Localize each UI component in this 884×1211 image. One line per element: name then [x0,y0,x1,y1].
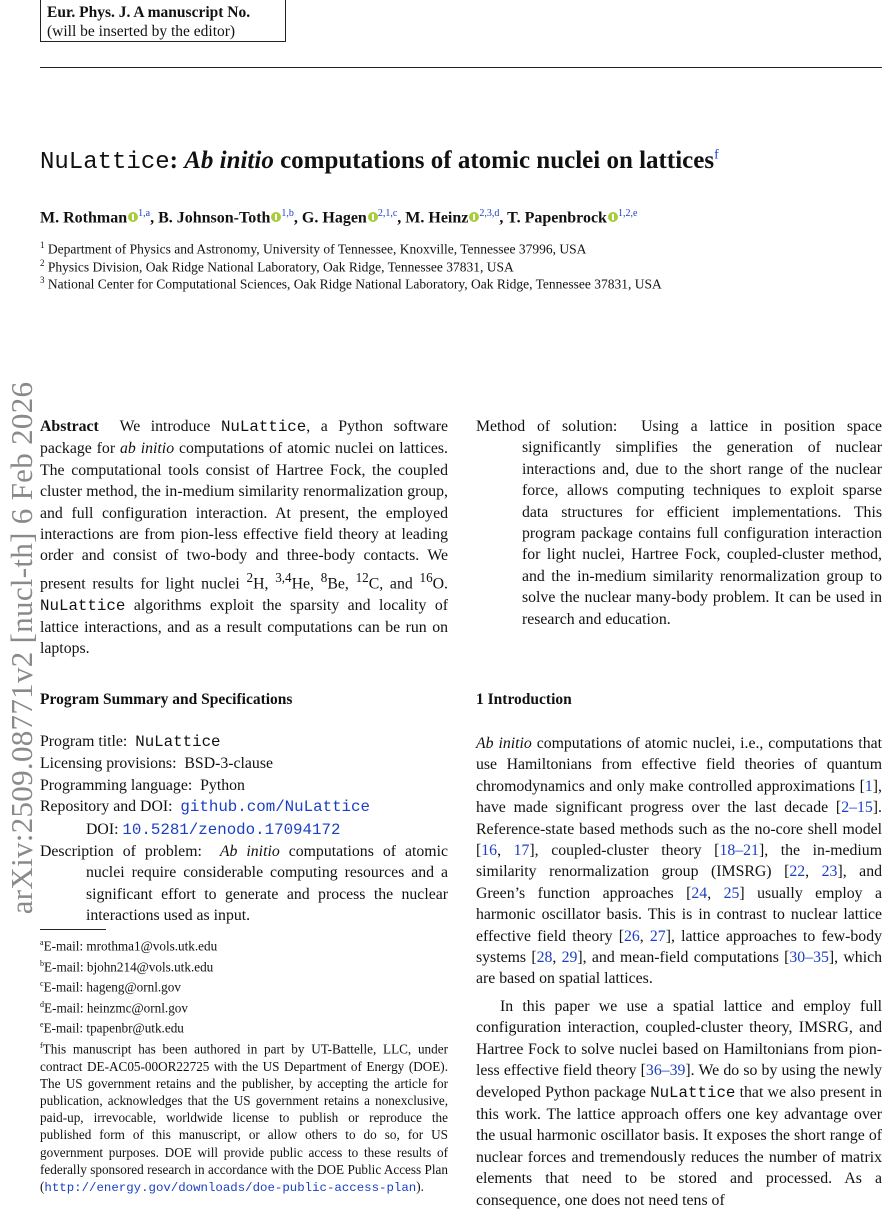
title-rest: computations of atomic nuclei on lattices [280,147,715,174]
affiliation [40,240,880,258]
title-colon: : [169,147,178,174]
author-name: G. Hagen [301,209,367,227]
abstract-text: We introduce [119,418,221,435]
affiliation-number: 1 [40,240,45,250]
spec-language: Programming language: Python [40,776,245,794]
spec-doi: DOI: 10.5281/zenodo.17094172 [86,820,341,839]
spec-description: Description of problem: Ab initio computations of atomic nuclei require considerable computing resources and a significant effort to generate and process the nuclear interactions used as input. [40,843,448,925]
intro-paragraph: Ab initio computations of atomic nuclei, i.e., computations that use Hamiltonians from effective field theories of quantum chromodynamics and only make controlled approximations [1], have made significant progress over the last decade [2–15]. Reference-state based methods such as the no-core shell model [16, 17], coupled-cluster theory [18–21], the in-medium similarity renormalization group (IMSRG) [22, 23], and Green’s function approaches [24, 25] usually employ a harmonic oscillator basis. This is in contrast to nuclear lattice effective field theory [26, 27], lattice approaches to few-body systems [28, 29], and mean-field computations [30–35], which are based on spatial lattices. [476,735,882,988]
method-of-solution [476,416,882,630]
author-marks[interactable]: 1,2,e [617,208,638,219]
affiliation [40,275,880,293]
abstract [40,416,448,660]
footnotes [40,934,448,1197]
citation-link[interactable]: 2–15 [841,799,873,817]
citation-link[interactable]: 29 [561,949,578,967]
affiliation-text: Department of Physics and Astronomy, University of Tennessee, Knoxville, Tennessee 37996, USA [47,241,587,257]
citation-link[interactable]: 27 [649,927,666,945]
nucleus-symbol: Be, [327,575,356,593]
nucleus-symbol: O. [432,575,448,593]
citation-link[interactable]: 18–21 [719,842,759,860]
footnote-email: $^c$E-mail: hageng@ornl.gov [40,979,181,995]
program-summary-heading: Program Summary and Specifications [40,691,293,708]
program-summary [40,731,448,927]
header-rule [40,67,882,68]
affiliation-number: 2 [40,258,45,268]
nucleus-mass: 3,4 [275,569,292,585]
nucleus-symbol: C, and [368,575,420,593]
abstract-text: computations of atomic nuclei on lattices. The computational tools consist of Hartree Fock, the coupled cluster method, the in-medium similarity renormalization group, and full configuration interaction. At present, the employed interactions are from pion-less effective field theory at leading order and consist of two-body and three-body contacts. We present results for light nuclei [40,440,448,593]
citation-link[interactable]: 30–35 [789,949,829,967]
abstract-italic: ab initio [120,440,175,458]
nucleus-mass: 2 [246,569,254,585]
nucleus-symbol: He, [291,575,321,593]
orcid-icon[interactable] [469,212,479,222]
affiliation-number: 3 [40,275,45,285]
spec-repository: Repository and DOI: github.com/NuLattice [40,798,370,817]
nucleus-mass: 8 [320,569,328,585]
repository-link[interactable]: github.com/NuLattice [180,798,370,817]
citation-link[interactable]: 26 [624,927,640,945]
citation-link[interactable]: 1 [864,777,873,795]
citation-link[interactable]: 28 [536,949,553,967]
nucleus-mass: 16 [419,569,433,585]
doe-access-plan-link[interactable]: http://energy.gov/downloads/doe-public-access-plan [44,1180,417,1195]
citation-link[interactable]: 24 [691,884,708,902]
affiliation-text: Physics Division, Oak Ridge National Laboratory, Oak Ridge, Tennessee 37831, USA [47,259,514,275]
journal-line: Eur. Phys. J. A manuscript No. [47,4,251,21]
author-name: M. Heinz [405,209,469,227]
author-marks[interactable]: 2,3,d [479,208,500,219]
author-marks[interactable]: 2,1,c [377,208,398,219]
citation-link[interactable]: 23 [821,863,838,881]
orcid-icon[interactable] [368,212,378,222]
introduction-body [476,733,882,1211]
intro-paragraph: In this paper we use a spatial lattice and employ full configuration interaction, coupled-cluster theory, IMSRG, and Hartree Fock to solve nuclei based on Hamiltonians from pion-less effective field theory [36–39]. We do so by using the newly developed Python package NuLattice that we also present in this work. The lattice approach offers one key advantage over the usual harmonic oscillator basis. It exposes the short range of nuclear forces and tremendously reduces the number of matrix elements that need to be stored and processed. As a consequence, one does not need tens of [476,997,882,1209]
abstract-package: NuLattice [40,596,126,615]
abstract-package: NuLattice [220,418,307,436]
nucleus-mass: 12 [355,569,369,585]
introduction-heading: 1 Introduction [476,691,572,708]
title-package: NuLattice [40,149,170,176]
citation-link[interactable]: 22 [789,863,806,881]
abstract-text: , a Python software package for [40,418,448,458]
editor-line: (will be inserted by the editor) [47,23,236,40]
spec-program-title: Program title: NuLattice [40,733,221,751]
method-label: Method of solution: [476,418,618,435]
footnote-email: $^e$E-mail: tpapenbr@utk.edu [40,1020,184,1036]
author-list: M. Rothman $^{1,a}$, B. Johnson-Toth $^{1,b}$, G. Hagen $^{2,1,c}$, M. Heinz $^{2,3,d}$, T. Papenbrock $^{1,2,e}$ [40,208,638,227]
footnote-email: $^a$E-mail: mrothma1@vols.utk.edu [40,938,218,954]
abstract-label: Abstract [40,418,99,435]
title-footnote-mark[interactable]: f [714,147,719,163]
paper-title [40,147,880,176]
orcid-icon[interactable] [271,212,281,222]
arxiv-stamp: arXiv:2509.08771v2 [nucl-th] 6 Feb 2026 [4,381,39,915]
orcid-icon[interactable] [608,212,618,222]
affiliation [40,258,880,276]
journal-header-box [40,0,286,42]
abstract-text: algorithms exploit the sparsity and locality of lattice interactions, and as a result computations can be run on laptops. [40,596,448,658]
title-italic: Ab initio [184,147,274,174]
citation-link[interactable]: 17 [513,842,530,860]
footnote-email: $^d$E-mail: heinzmc@ornl.gov [40,999,188,1016]
doi-link[interactable]: 10.5281/zenodo.17094172 [122,820,341,839]
author-name: B. Johnson-Toth [158,209,271,227]
method-text: Using a lattice in position space significantly simplifies the generation of nuclear interactions and, due to the short range of the nuclear force, allows computing techniques to exploit sparse data structures for efficient implementations. This program package contains full configuration interaction for light nuclei, Hartree Fock, coupled-cluster method, and the in-medium similarity renormalization group to solve the nuclear many-body problem. It can be used in research and education. [522,418,882,628]
footnote-rule [40,929,106,930]
citation-link[interactable]: 16 [481,842,498,860]
orcid-icon[interactable] [128,212,138,222]
author-name: M. Rothman [40,209,128,227]
affiliation-text: National Center for Computational Sciences, Oak Ridge National Laboratory, Oak Ridge, Tennessee 37831, USA [47,276,662,292]
intro-package: NuLattice [650,1083,736,1102]
footnote-email: $^b$E-mail: bjohn214@vols.utk.edu [40,958,214,974]
spec-license: Licensing provisions: BSD-3-clause [40,755,273,773]
author-marks[interactable]: 1,a [138,208,151,219]
author-name: T. Papenbrock [507,209,607,227]
citation-link[interactable]: 36–39 [645,1062,686,1080]
citation-link[interactable]: 25 [723,884,740,902]
nucleus-symbol: H, [253,575,276,593]
author-marks[interactable]: 1,b [281,208,294,219]
footnote-doe: $^f$This manuscript has been authored in part by UT-Battelle, LLC, under contract DE-AC05-00OR22725 with the US Department of Energy (DOE). The US government retains and the publisher, by accepting the article for publication, acknowledges that the US government retains a nonexclusive, paid-up, irrevocable, worldwide license to publish or reproduce the published form of this manuscript, or allow others to do so, for US government purposes. DOE will provide public access to these results of federally sponsored research in accordance with the DOE Public Access Plan (http://energy.gov/downloads/doe-public-access-plan). [40,1040,448,1195]
program-title-value: NuLattice [135,733,221,751]
